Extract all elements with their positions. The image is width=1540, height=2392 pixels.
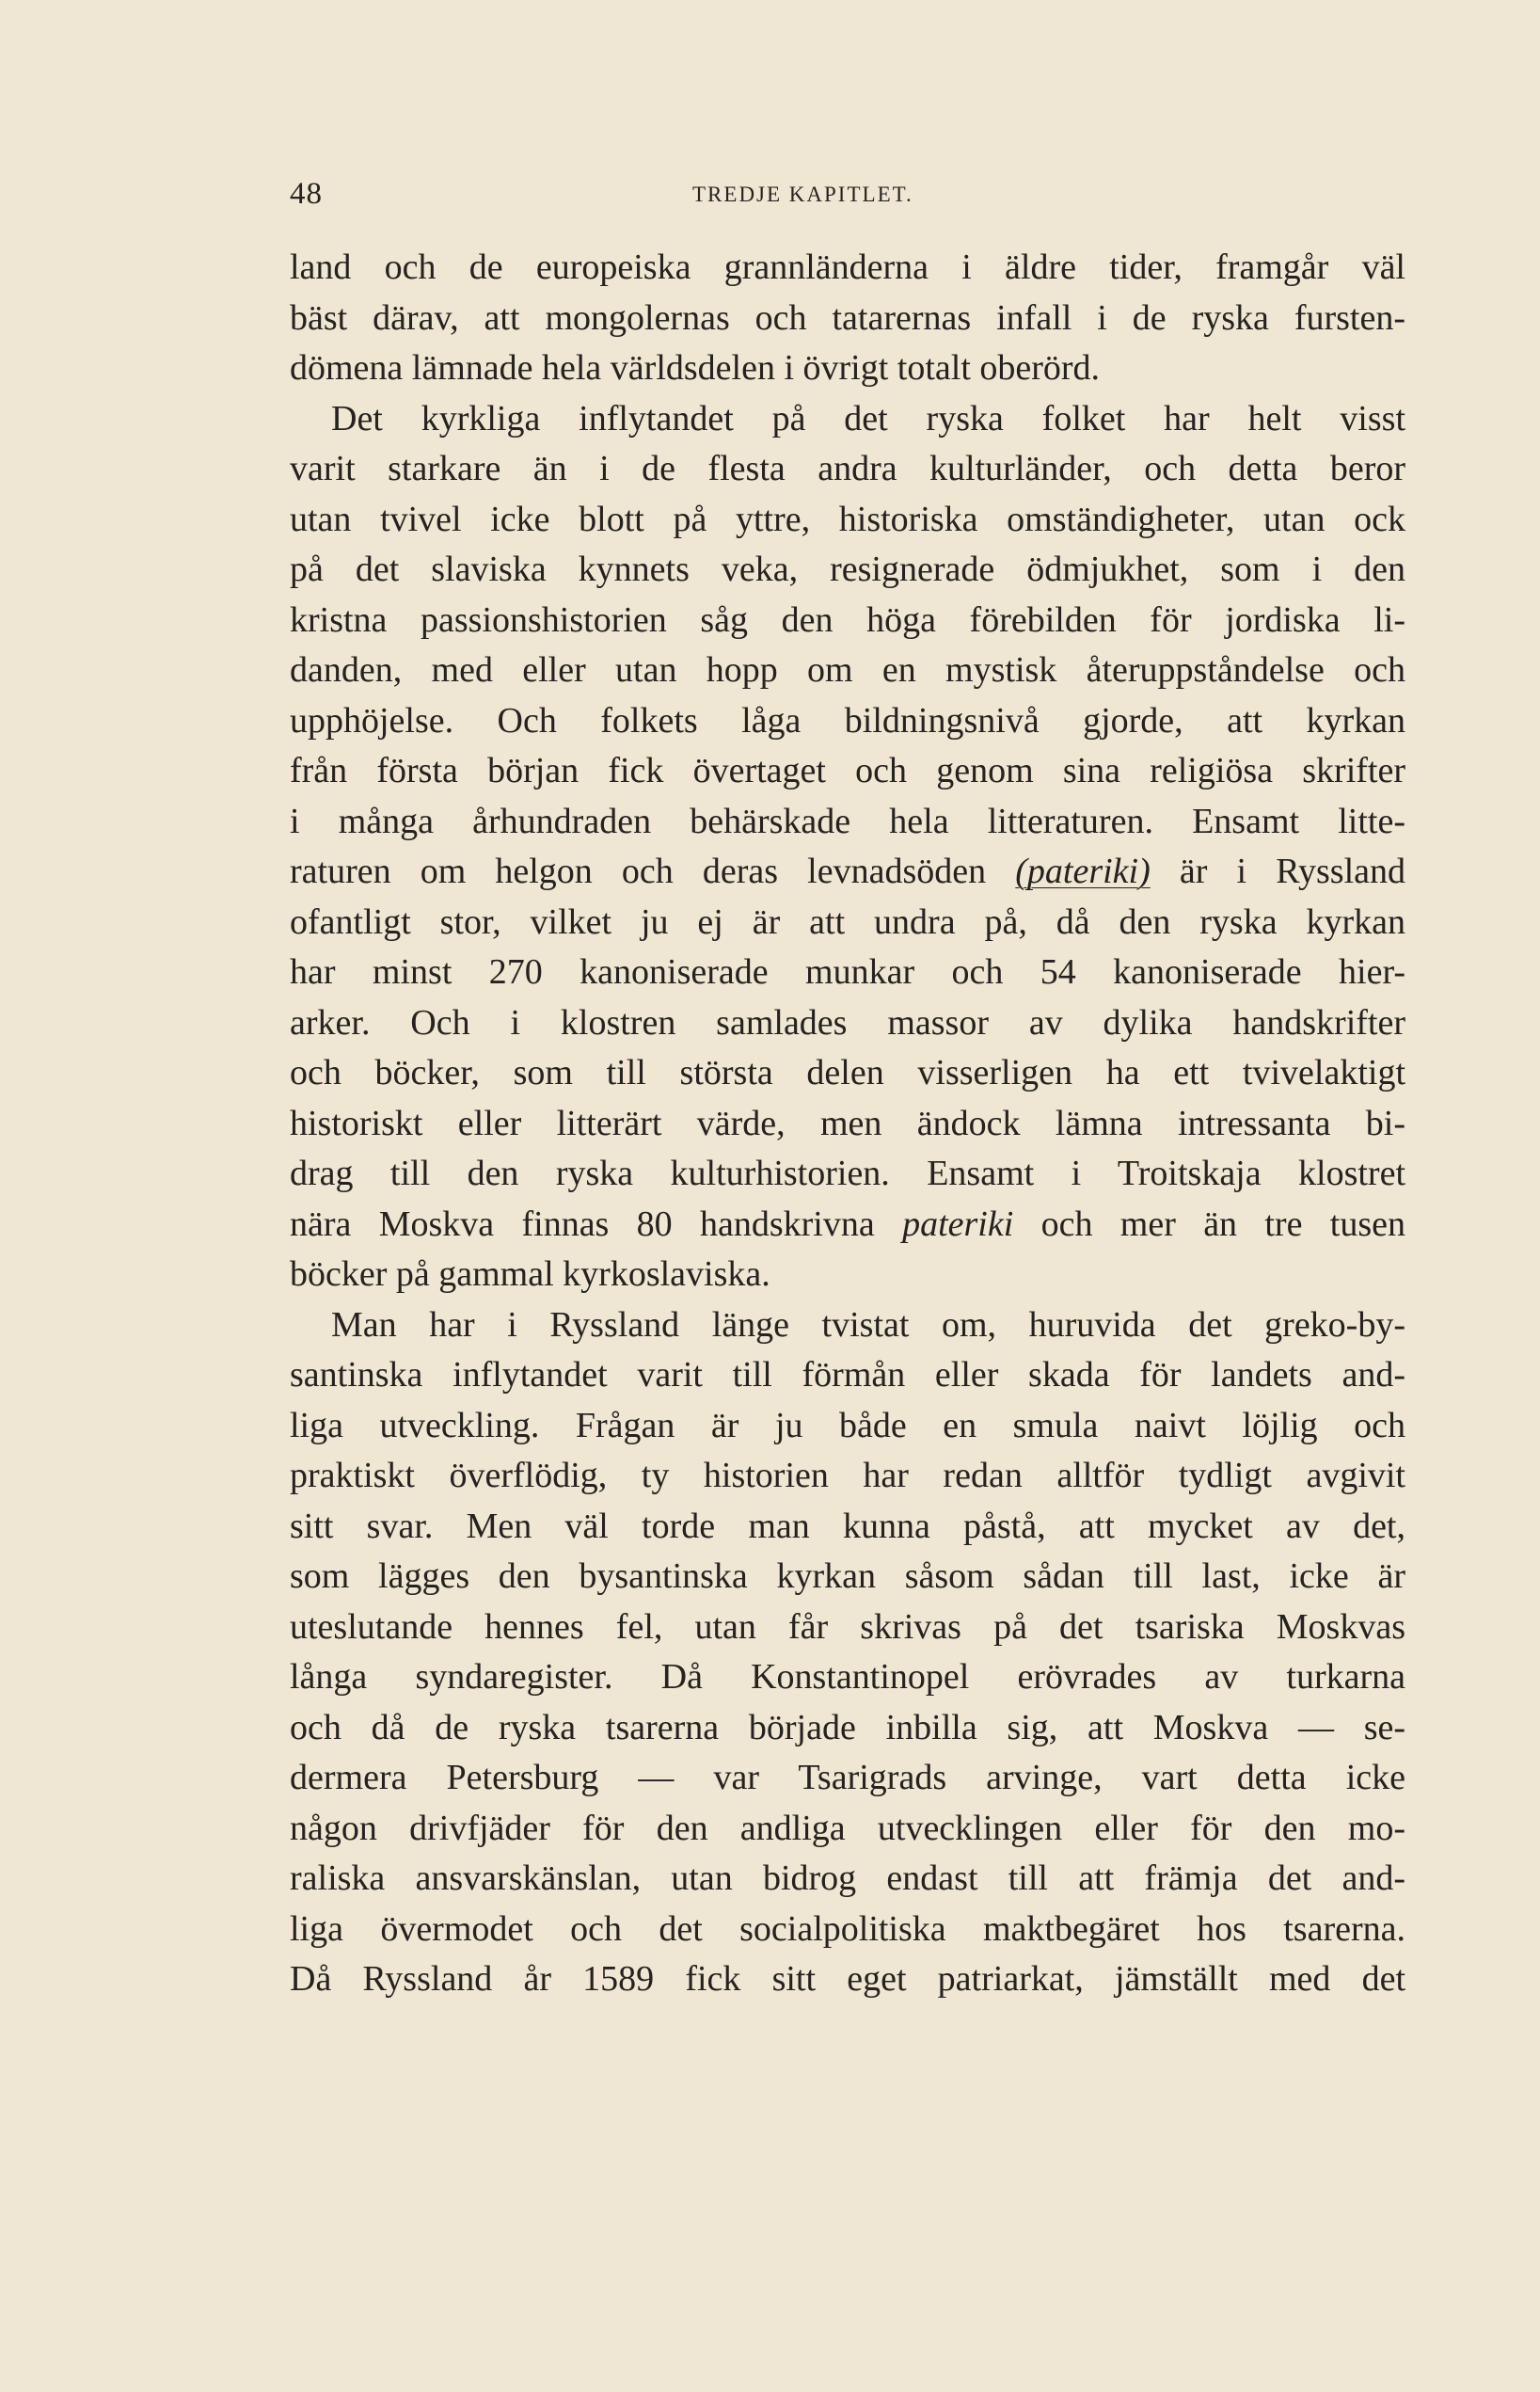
text-line: någon drivfjäder för den andliga utvecklingen eller för den mo- — [290, 1808, 1405, 1848]
text-line: böcker på gammal kyrkoslaviska. — [290, 1254, 770, 1294]
text-line: liga utveckling. Frågan är ju både en smula naivt löjlig och — [290, 1405, 1405, 1445]
text-line: sitt svar. Men väl torde man kunna påstå, att mycket av det, — [290, 1506, 1405, 1546]
text-line: danden, med eller utan hopp om en mystisk återuppståndelse och — [290, 650, 1405, 690]
text-line: långa syndaregister. Då Konstantinopel erövrades av turkarna — [290, 1657, 1405, 1697]
body-text — [290, 243, 1405, 2005]
text-line: praktiskt överflödig, ty historien har redan alltför tydligt avgivit — [290, 1456, 1405, 1495]
page-header — [290, 177, 1405, 215]
text-line: varit starkare än i de flesta andra kulturländer, och detta beror — [290, 449, 1405, 488]
text-line: från första början fick övertaget och genom sina religiösa skrifter — [290, 751, 1405, 790]
paragraph-start-line: Man har i Ryssland länge tvistat om, huruvida det greko-by- — [331, 1304, 1405, 1345]
text-line: och böcker, som till största delen visserligen ha ett tvivelaktigt — [290, 1053, 1405, 1092]
text-line: dömena lämnade hela världsdelen i övrigt totalt oberörd. — [290, 348, 1101, 388]
text-line: raliska ansvarskänslan, utan bidrog endast till att främja det and- — [290, 1858, 1405, 1898]
text-line: Då Ryssland år 1589 fick sitt eget patriarkat, jämställt med det — [290, 1959, 1405, 1999]
text-line: i många århundraden behärskade hela litteraturen. Ensamt litte- — [290, 801, 1405, 841]
text-line: land och de europeiska grannländerna i äldre tider, framgår väl — [290, 247, 1405, 287]
text-line: utan tvivel icke blott på yttre, historiska omständigheter, utan ock — [290, 499, 1405, 539]
text-line: som lägges den bysantinska kyrkan såsom sådan till last, icke är — [290, 1556, 1405, 1596]
text-line: arker. Och i klostren samlades massor av dylika handskrifter — [290, 1002, 1405, 1043]
text-line — [290, 847, 1405, 898]
text-line: bäst därav, att mongolernas och tatarernas infall i de ryska fursten- — [290, 297, 1405, 338]
line-segment: nära Moskva finnas 80 handskrivna — [290, 1204, 875, 1244]
text-line: uteslutande hennes fel, utan får skrivas på det tsariska Moskvas — [290, 1606, 1405, 1647]
text-line: ofantligt stor, vilket ju ej är att undra på, då den ryska kyrkan — [290, 901, 1405, 942]
italic-term-pateriki: (pateriki) — [1015, 852, 1151, 891]
text-line: historiskt eller litterärt värde, men ändock lämna intressanta bi- — [290, 1103, 1405, 1143]
text-line: drag till den ryska kulturhistorien. Ensamt i Troitskaja klostret — [290, 1154, 1405, 1193]
italic-term-pateriki: pateriki — [902, 1204, 1014, 1244]
text-line: kristna passionshistorien såg den höga förebilden för jordiska li- — [290, 599, 1405, 640]
page-number: 48 — [290, 177, 323, 211]
text-line: har minst 270 kanoniserade munkar och 54 kanoniserade hier- — [290, 952, 1405, 992]
text-line: upphöjelse. Och folkets låga bildningsnivå gjorde, att kyrkan — [290, 700, 1405, 741]
text-line: liga övermodet och det socialpolitiska maktbegäret hos tsarerna. — [290, 1908, 1405, 1949]
running-head: TREDJE KAPITLET. — [692, 183, 913, 206]
paragraph-start-line: Det kyrkliga inflytandet på det ryska folket har helt visst — [331, 398, 1405, 439]
line-segment: är i Ryssland — [1179, 852, 1405, 891]
text-line: och då de ryska tsarerna började inbilla sig, att Moskva — se- — [290, 1707, 1405, 1747]
line-segment: och mer än tre tusen — [1040, 1204, 1405, 1244]
text-line: dermera Petersburg — var Tsarigrads arvinge, vart detta icke — [290, 1758, 1405, 1797]
text-line: santinska inflytandet varit till förmån eller skada för landets and- — [290, 1355, 1405, 1395]
text-line — [290, 1200, 1405, 1251]
text-line: på det slaviska kynnets veka, resignerade ödmjukhet, som i den — [290, 550, 1405, 589]
line-segment: raturen om helgon och deras levnadsöden — [290, 852, 987, 891]
